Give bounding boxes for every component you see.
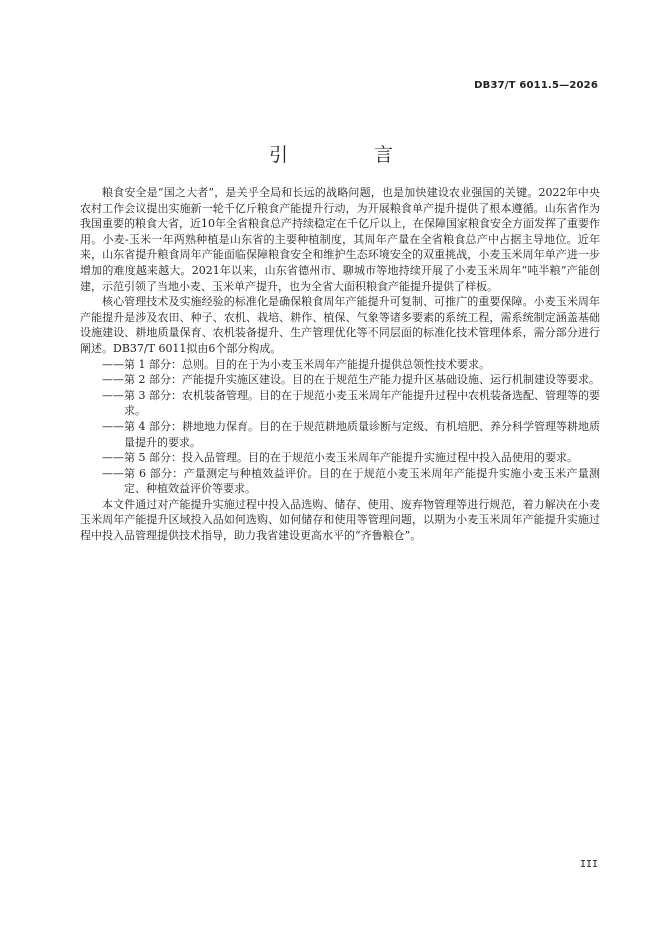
list-dash: —— xyxy=(102,373,124,387)
part-description: 第 3 部分：农机装备管理。目的在于规范小麦玉米周年产能提升过程中农机装备选配、管理等的要求。 xyxy=(124,388,600,418)
part-list-item xyxy=(80,450,600,466)
part-description: 第 6 部分：产量测定与种植效益评价。目的在于规范小麦玉米周年产能提升实施小麦玉米产量测定、种植效益评价等要求。 xyxy=(124,466,600,496)
body-text xyxy=(80,185,600,544)
intro-paragraph: 粮食安全是“国之大者”，是关乎全局和长远的战略问题，也是加快建设农业强国的关键。2022年中央农村工作会议提出实施新一轮千亿斤粮食产能提升行动，为开展粮食单产提升提供了根本遵循。山东省作为我国重要的粮食大省，近10年全省粮食总产持续稳定在千亿斤以上，在保障国家粮食安全方面发挥了重要作用。小麦-玉米一年两熟种植是山东省的主要种植制度，其周年产量在全省粮食总产中占据主导地位。近年来，山东省提升粮食周年产能面临保障粮食安全和维护生态环境安全的双重挑战，小麦玉米周年单产进一步增加的难度越来越大。2021年以来，山东省德州市、聊城市等地持续开展了小麦玉米周年“吨半粮”产能创建，示范引领了当地小麦、玉米单产提升，也为全省大面积粮食产能提升提供了样板。 xyxy=(80,186,600,293)
part-description: 第 5 部分：投入品管理。目的在于规范小麦玉米周年产能提升实施过程中投入品使用的要求。 xyxy=(124,451,578,465)
page-title: 引 言 xyxy=(268,144,434,166)
list-dash: —— xyxy=(102,388,124,402)
part-description: 第 1 部分：总则。目的在于为小麦玉米周年产能提升提供总领性技术要求。 xyxy=(124,357,490,371)
closing-paragraph: 本文件通过对产能提升实施过程中投入品选购、储存、使用、废弃物管理等进行规范，着力解决在小麦玉米周年产能提升区域投入品如何选购、如何储存和使用等管理问题，以期为小麦玉米周年产能提升实施过程中投入品管理提供技术指导，助力我省建设更高水平的“齐鲁粮仓”。 xyxy=(80,497,600,543)
part-list-item xyxy=(80,357,600,373)
part-list-item xyxy=(80,388,600,419)
standard-code: DB37/T 6011.5—2026 xyxy=(474,80,598,91)
part-description: 第 2 部分：产能提升实施区建设。目的在于规范生产能力提升区基础设施、运行机制建设等要求。 xyxy=(124,373,600,387)
part-list-item xyxy=(80,466,600,497)
part-description: 第 4 部分：耕地地力保育。目的在于规范耕地质量诊断与定级、有机培肥、养分科学管理等耕地质量提升的要求。 xyxy=(124,419,600,449)
intro-paragraph: 核心管理技术及实施经验的标准化是确保粮食周年产能提升可复制、可推广的重要保障。小麦玉米周年产能提升是涉及农田、种子、农机、栽培、耕作、植保、气象等诸多要素的系统工程，需系统制定涵盖基础设施建设、耕地质量保育、农机装备提升、生产管理优化等不同层面的标准化技术管理体系，需分部分进行阐述。DB37/T 6011拟由6个部分构成。 xyxy=(80,295,600,355)
page-number: III xyxy=(579,859,598,870)
part-list-item xyxy=(80,419,600,450)
list-dash: —— xyxy=(102,419,124,433)
part-list-item xyxy=(80,372,600,388)
list-dash: —— xyxy=(102,466,124,480)
list-dash: —— xyxy=(102,357,124,371)
list-dash: —— xyxy=(102,451,124,465)
